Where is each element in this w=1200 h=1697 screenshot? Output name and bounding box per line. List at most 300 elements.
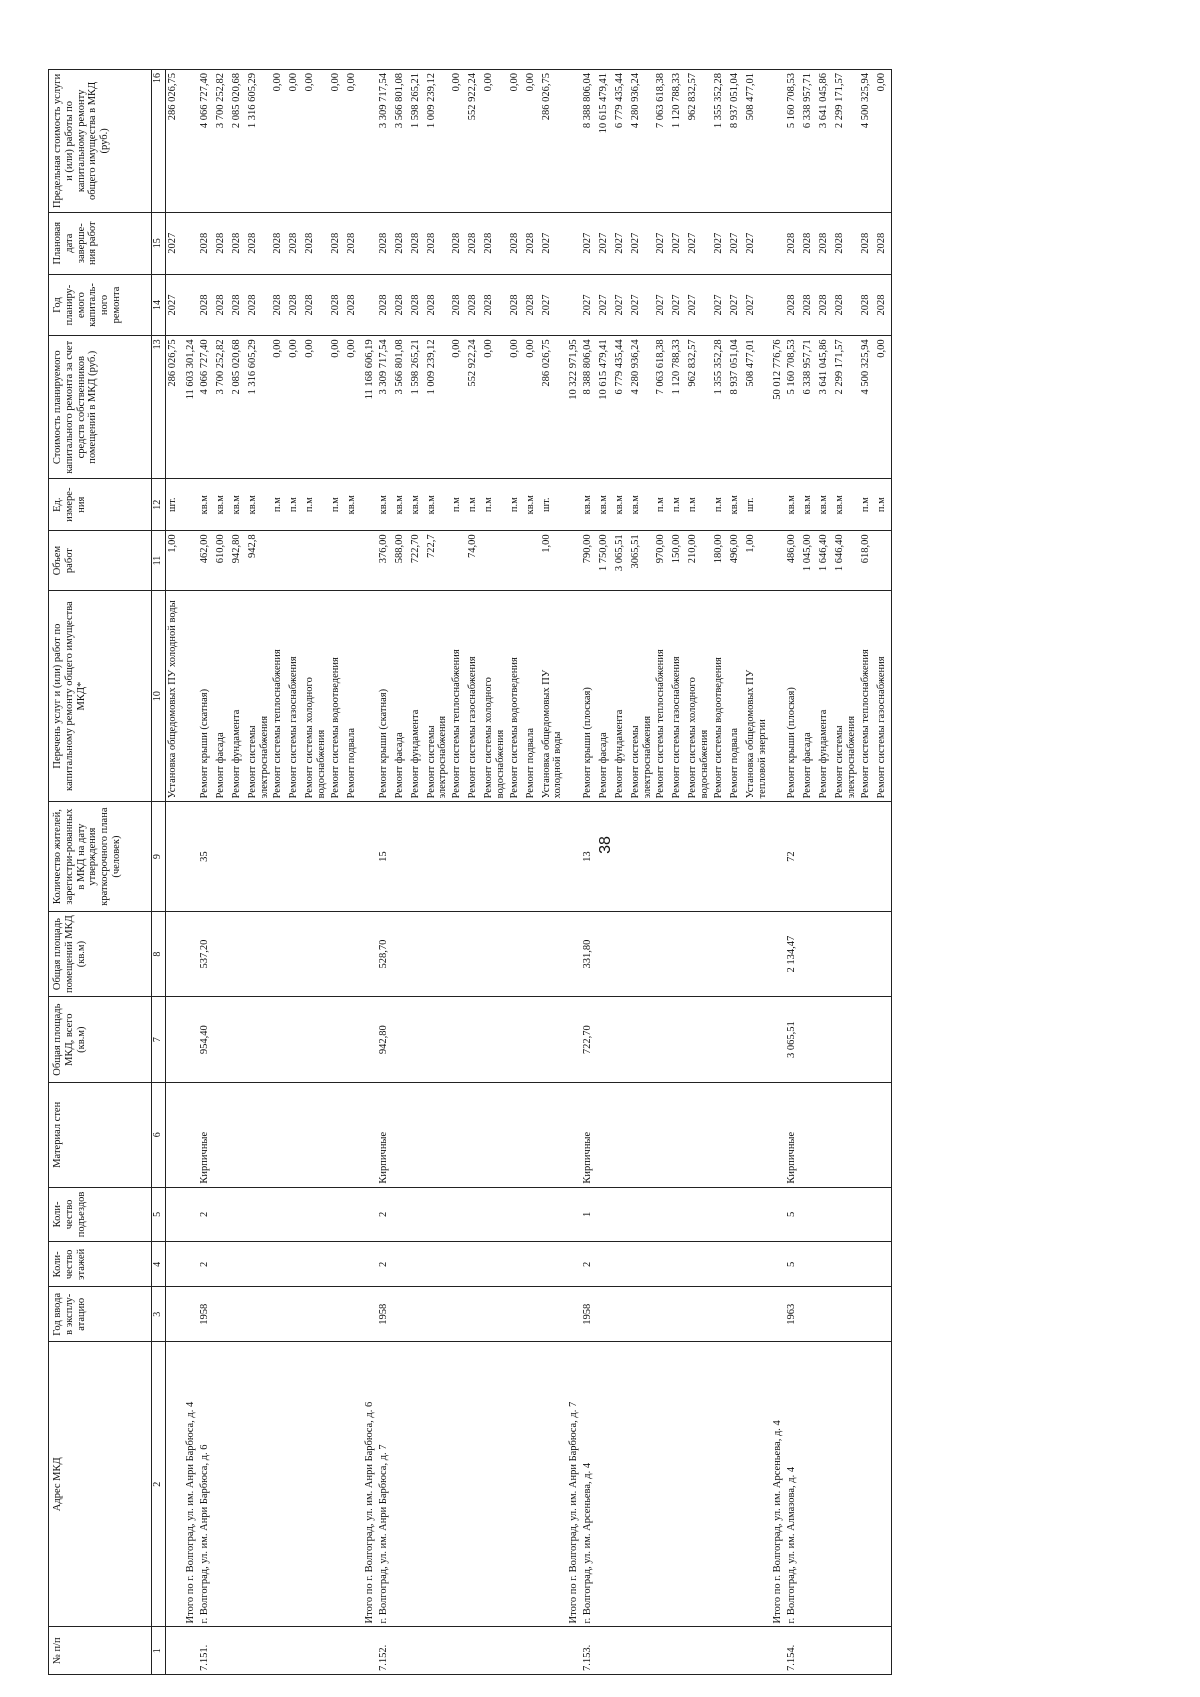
work-limit: 508 477,01 bbox=[744, 70, 770, 213]
work-unit: кв.м bbox=[524, 479, 540, 531]
work-year: 2028 bbox=[785, 274, 801, 336]
col-number: 1 bbox=[152, 1627, 166, 1675]
work-volume bbox=[508, 531, 524, 590]
work-end-date: 2027 bbox=[712, 212, 728, 274]
work-name: Ремонт системы электроснабжения bbox=[833, 590, 859, 802]
col-number: 2 bbox=[152, 1342, 166, 1627]
work-year: 2028 bbox=[859, 274, 875, 336]
table-row bbox=[214, 70, 230, 1675]
work-name: Ремонт системы теплоснабжения bbox=[859, 590, 875, 802]
work-cost: 0,00 bbox=[287, 336, 303, 479]
work-cost: 6 779 435,44 bbox=[613, 336, 629, 479]
work-unit: кв.м bbox=[581, 479, 597, 531]
work-cost: 2 085 020,68 bbox=[230, 336, 246, 479]
work-limit: 286 026,75 bbox=[540, 70, 566, 213]
work-limit: 0,00 bbox=[287, 70, 303, 213]
work-unit: кв.м bbox=[409, 479, 425, 531]
work-end-date: 2028 bbox=[482, 212, 508, 274]
work-limit: 5 160 708,53 bbox=[785, 70, 801, 213]
floors-count: 2 bbox=[198, 1242, 214, 1287]
work-year: 2028 bbox=[801, 274, 817, 336]
work-end-date: 2028 bbox=[271, 212, 287, 274]
work-unit: п.м bbox=[482, 479, 508, 531]
work-end-date: 2028 bbox=[833, 212, 859, 274]
work-year: 2027 bbox=[654, 274, 670, 336]
work-cost: 552 922,24 bbox=[466, 336, 482, 479]
work-unit: п.м bbox=[271, 479, 287, 531]
work-unit: п.м bbox=[287, 479, 303, 531]
work-end-date: 2028 bbox=[345, 212, 361, 274]
work-year: 2028 bbox=[482, 274, 508, 336]
total-row bbox=[769, 70, 785, 1675]
work-name: Ремонт системы теплоснабжения bbox=[271, 590, 287, 802]
work-unit: кв.м bbox=[833, 479, 859, 531]
work-unit: кв.м bbox=[246, 479, 272, 531]
work-volume: 618,00 bbox=[859, 531, 875, 590]
entrances-count: 2 bbox=[377, 1187, 393, 1242]
work-year: 2028 bbox=[246, 274, 272, 336]
work-name: Ремонт системы газоснабжения bbox=[670, 590, 686, 802]
work-year: 2027 bbox=[597, 274, 613, 336]
work-limit: 1 120 788,33 bbox=[670, 70, 686, 213]
work-volume: 1,00 bbox=[166, 531, 183, 590]
floors-count: 5 bbox=[785, 1242, 801, 1287]
work-end-date: 2027 bbox=[686, 212, 712, 274]
work-limit: 0,00 bbox=[524, 70, 540, 213]
work-limit: 2 299 171,57 bbox=[833, 70, 859, 213]
work-volume: 1,00 bbox=[540, 531, 566, 590]
work-unit: кв.м bbox=[393, 479, 409, 531]
total-label: Итого по г. Волгоград, ул. им. Анри Барбюса, д. 4 bbox=[182, 1342, 198, 1627]
col-number: 9 bbox=[152, 802, 166, 911]
work-limit: 7 063 618,38 bbox=[654, 70, 670, 213]
work-volume: 496,00 bbox=[728, 531, 744, 590]
work-cost: 7 063 618,38 bbox=[654, 336, 670, 479]
work-year: 2027 bbox=[670, 274, 686, 336]
work-end-date: 2028 bbox=[425, 212, 451, 274]
entrances-count: 5 bbox=[785, 1187, 801, 1242]
work-cost: 8 937 051,04 bbox=[728, 336, 744, 479]
work-cost: 3 641 045,86 bbox=[817, 336, 833, 479]
work-year: 2028 bbox=[508, 274, 524, 336]
work-cost: 3 566 801,08 bbox=[393, 336, 409, 479]
work-year: 2028 bbox=[425, 274, 451, 336]
table-row bbox=[581, 70, 597, 1675]
work-unit: кв.м bbox=[629, 479, 655, 531]
work-name: Ремонт системы газоснабжения bbox=[287, 590, 303, 802]
work-cost: 0,00 bbox=[329, 336, 345, 479]
work-name: Ремонт фундамента bbox=[409, 590, 425, 802]
work-unit: п.м bbox=[466, 479, 482, 531]
col-number: 4 bbox=[152, 1242, 166, 1287]
work-unit: кв.м bbox=[801, 479, 817, 531]
work-volume: 1 045,00 bbox=[801, 531, 817, 590]
rooms-area: 2 134,47 bbox=[785, 911, 801, 997]
work-cost: 0,00 bbox=[482, 336, 508, 479]
work-end-date: 2027 bbox=[613, 212, 629, 274]
table-row bbox=[613, 70, 629, 1675]
work-year: 2027 bbox=[744, 274, 770, 336]
table-row bbox=[670, 70, 686, 1675]
col-number: 14 bbox=[152, 274, 166, 336]
work-end-date: 2028 bbox=[198, 212, 214, 274]
table-row bbox=[466, 70, 482, 1675]
work-year: 2028 bbox=[833, 274, 859, 336]
work-year: 2028 bbox=[198, 274, 214, 336]
total-cost: 10 322 971,95 bbox=[565, 336, 581, 479]
work-cost: 4 500 325,94 bbox=[859, 336, 875, 479]
work-volume: 150,00 bbox=[670, 531, 686, 590]
table-row bbox=[271, 70, 287, 1675]
col-number: 3 bbox=[152, 1287, 166, 1342]
work-volume: 1 750,00 bbox=[597, 531, 613, 590]
work-cost: 2 299 171,57 bbox=[833, 336, 859, 479]
col-header: Год планиру-емого капиталь-ного ремонта bbox=[49, 274, 152, 336]
work-end-date: 2027 bbox=[744, 212, 770, 274]
work-end-date: 2027 bbox=[670, 212, 686, 274]
col-number: 8 bbox=[152, 911, 166, 997]
work-limit: 10 615 479,41 bbox=[597, 70, 613, 213]
work-unit: п.м bbox=[670, 479, 686, 531]
work-volume: 210,00 bbox=[686, 531, 712, 590]
col-header: № п/п bbox=[49, 1627, 152, 1675]
work-year: 2028 bbox=[409, 274, 425, 336]
col-header: Коли-чество подъездов bbox=[49, 1187, 152, 1242]
work-volume: 790,00 bbox=[581, 531, 597, 590]
work-year: 2028 bbox=[303, 274, 329, 336]
work-name: Ремонт системы теплоснабжения bbox=[450, 590, 466, 802]
col-header: Общая площадь помещений МКД (кв.м) bbox=[49, 911, 152, 997]
col-header: Материал стен bbox=[49, 1082, 152, 1187]
work-name: Ремонт фасада bbox=[597, 590, 613, 802]
work-end-date: 2028 bbox=[450, 212, 466, 274]
work-name: Ремонт крыши (плоская) bbox=[785, 590, 801, 802]
work-name: Ремонт фасада bbox=[393, 590, 409, 802]
work-volume: 942,80 bbox=[230, 531, 246, 590]
total-area: 722,70 bbox=[581, 997, 597, 1083]
work-end-date: 2027 bbox=[597, 212, 613, 274]
work-end-date: 2027 bbox=[728, 212, 744, 274]
table-row bbox=[744, 70, 770, 1675]
work-end-date: 2028 bbox=[817, 212, 833, 274]
col-number: 11 bbox=[152, 531, 166, 590]
work-volume: 1 646,40 bbox=[817, 531, 833, 590]
rooms-area: 537,20 bbox=[198, 911, 214, 997]
work-volume: 74,00 bbox=[466, 531, 482, 590]
work-limit: 4 500 325,94 bbox=[859, 70, 875, 213]
wall-material: Кирпичные bbox=[785, 1082, 801, 1187]
work-volume bbox=[450, 531, 466, 590]
work-volume: 3 065,51 bbox=[613, 531, 629, 590]
work-name: Установка общедомовых ПУ холодной воды bbox=[540, 590, 566, 802]
work-limit: 0,00 bbox=[303, 70, 329, 213]
work-cost: 0,00 bbox=[271, 336, 287, 479]
col-number: 6 bbox=[152, 1082, 166, 1187]
table-row bbox=[875, 70, 892, 1675]
work-limit: 0,00 bbox=[345, 70, 361, 213]
work-name: Ремонт подвала bbox=[728, 590, 744, 802]
table-row bbox=[728, 70, 744, 1675]
work-year: 2028 bbox=[875, 274, 892, 336]
work-limit: 286 026,75 bbox=[166, 70, 183, 213]
address: г. Волгоград, ул. им. Анри Барбюса, д. 7 bbox=[377, 1342, 393, 1627]
col-header: Общая площадь МКД, всего (кв.м) bbox=[49, 997, 152, 1083]
col-number: 16 bbox=[152, 70, 166, 213]
work-volume: 1,00 bbox=[744, 531, 770, 590]
work-unit: п.м bbox=[329, 479, 345, 531]
work-limit: 3 641 045,86 bbox=[817, 70, 833, 213]
work-year: 2028 bbox=[466, 274, 482, 336]
residents-count: 13 bbox=[581, 802, 597, 911]
work-year: 2028 bbox=[271, 274, 287, 336]
work-limit: 0,00 bbox=[482, 70, 508, 213]
work-unit: шт. bbox=[744, 479, 770, 531]
work-end-date: 2028 bbox=[393, 212, 409, 274]
rooms-area: 331,80 bbox=[581, 911, 597, 997]
year-built: 1963 bbox=[785, 1287, 801, 1342]
work-year: 2027 bbox=[166, 274, 183, 336]
work-end-date: 2028 bbox=[859, 212, 875, 274]
table-row bbox=[393, 70, 409, 1675]
work-limit: 8 937 051,04 bbox=[728, 70, 744, 213]
work-limit: 1 316 605,29 bbox=[246, 70, 272, 213]
work-name: Ремонт подвала bbox=[524, 590, 540, 802]
table-row bbox=[377, 70, 393, 1675]
table-row bbox=[801, 70, 817, 1675]
work-unit: п.м bbox=[859, 479, 875, 531]
col-header: Объем работ bbox=[49, 531, 152, 590]
work-name: Ремонт фасада bbox=[801, 590, 817, 802]
work-volume bbox=[271, 531, 287, 590]
work-cost: 286 026,75 bbox=[166, 336, 183, 479]
work-year: 2027 bbox=[581, 274, 597, 336]
total-row bbox=[361, 70, 377, 1675]
work-unit: шт. bbox=[540, 479, 566, 531]
work-end-date: 2027 bbox=[540, 212, 566, 274]
col-header: Предельная стоимость услуги и (или) работы по капитальному ремонту общего имущества в МКД (руб.) bbox=[49, 70, 152, 213]
total-area: 3 065,51 bbox=[785, 997, 801, 1083]
table-row bbox=[833, 70, 859, 1675]
work-cost: 286 026,75 bbox=[540, 336, 566, 479]
col-number: 13 bbox=[152, 336, 166, 479]
total-cost: 50 012 776,76 bbox=[769, 336, 785, 479]
work-year: 2028 bbox=[393, 274, 409, 336]
residents-count: 35 bbox=[198, 802, 214, 911]
col-header: Плановая дата заверше-ния работ bbox=[49, 212, 152, 274]
year-built: 1958 bbox=[377, 1287, 393, 1342]
work-year: 2028 bbox=[817, 274, 833, 336]
work-cost: 1 598 265,21 bbox=[409, 336, 425, 479]
table-row bbox=[230, 70, 246, 1675]
work-name: Ремонт системы водоотведения bbox=[508, 590, 524, 802]
work-limit: 0,00 bbox=[329, 70, 345, 213]
row-number: 7.151. bbox=[198, 1627, 214, 1675]
work-name: Ремонт системы холодного водоснабжения bbox=[303, 590, 329, 802]
work-unit: п.м bbox=[508, 479, 524, 531]
page-number: 38 bbox=[597, 836, 614, 854]
year-built: 1958 bbox=[581, 1287, 597, 1342]
work-volume bbox=[345, 531, 361, 590]
work-name: Ремонт системы газоснабжения bbox=[466, 590, 482, 802]
table-row bbox=[166, 70, 183, 1675]
table-row bbox=[450, 70, 466, 1675]
work-end-date: 2027 bbox=[629, 212, 655, 274]
work-end-date: 2028 bbox=[377, 212, 393, 274]
work-cost: 0,00 bbox=[450, 336, 466, 479]
work-unit: п.м bbox=[686, 479, 712, 531]
col-header: Стоимость планируемого капитального ремонта за счет средств собственников помещений в МКД (руб.) bbox=[49, 336, 152, 479]
work-end-date: 2028 bbox=[801, 212, 817, 274]
work-volume: 588,00 bbox=[393, 531, 409, 590]
work-year: 2028 bbox=[214, 274, 230, 336]
work-end-date: 2028 bbox=[508, 212, 524, 274]
work-volume bbox=[482, 531, 508, 590]
work-volume: 610,00 bbox=[214, 531, 230, 590]
work-cost: 0,00 bbox=[303, 336, 329, 479]
work-name: Ремонт крыши (плоская) bbox=[581, 590, 597, 802]
table-row bbox=[246, 70, 272, 1675]
work-cost: 1 316 605,29 bbox=[246, 336, 272, 479]
row-number: 7.154. bbox=[785, 1627, 801, 1675]
work-year: 2028 bbox=[329, 274, 345, 336]
work-limit: 0,00 bbox=[875, 70, 892, 213]
work-end-date: 2028 bbox=[409, 212, 425, 274]
work-volume: 180,00 bbox=[712, 531, 728, 590]
table-row bbox=[654, 70, 670, 1675]
work-name: Ремонт системы электроснабжения bbox=[425, 590, 451, 802]
col-number: 7 bbox=[152, 997, 166, 1083]
work-volume: 376,00 bbox=[377, 531, 393, 590]
work-cost: 5 160 708,53 bbox=[785, 336, 801, 479]
col-header: Год ввода в эксплу-атацию bbox=[49, 1287, 152, 1342]
work-unit: кв.м bbox=[597, 479, 613, 531]
col-number: 5 bbox=[152, 1187, 166, 1242]
work-cost: 4 066 727,40 bbox=[198, 336, 214, 479]
work-limit: 3 309 717,54 bbox=[377, 70, 393, 213]
work-limit: 0,00 bbox=[271, 70, 287, 213]
work-year: 2028 bbox=[524, 274, 540, 336]
wall-material: Кирпичные bbox=[377, 1082, 393, 1187]
work-volume: 1 646,40 bbox=[833, 531, 859, 590]
work-unit: п.м bbox=[712, 479, 728, 531]
work-name: Ремонт системы электроснабжения bbox=[246, 590, 272, 802]
work-end-date: 2028 bbox=[303, 212, 329, 274]
work-unit: кв.м bbox=[785, 479, 801, 531]
floors-count: 2 bbox=[581, 1242, 597, 1287]
work-volume: 970,00 bbox=[654, 531, 670, 590]
work-end-date: 2027 bbox=[166, 212, 183, 274]
work-unit: п.м bbox=[875, 479, 892, 531]
total-label: Итого по г. Волгоград, ул. им. Арсеньева, д. 4 bbox=[769, 1342, 785, 1627]
table-row bbox=[303, 70, 329, 1675]
rooms-area: 528,70 bbox=[377, 911, 393, 997]
address: г. Волгоград, ул. им. Арсеньева, д. 4 bbox=[581, 1342, 597, 1627]
work-unit: кв.м bbox=[728, 479, 744, 531]
residents-count: 72 bbox=[785, 802, 801, 911]
year-built: 1958 bbox=[198, 1287, 214, 1342]
work-cost: 6 338 957,71 bbox=[801, 336, 817, 479]
work-end-date: 2028 bbox=[875, 212, 892, 274]
table-row bbox=[345, 70, 361, 1675]
work-name: Ремонт крыши (скатная) bbox=[377, 590, 393, 802]
address: г. Волгоград, ул. им. Анри Барбюса, д. 6 bbox=[198, 1342, 214, 1627]
work-limit: 1 009 239,12 bbox=[425, 70, 451, 213]
work-year: 2028 bbox=[345, 274, 361, 336]
column-number-row bbox=[152, 70, 166, 1675]
work-year: 2028 bbox=[377, 274, 393, 336]
total-row bbox=[182, 70, 198, 1675]
work-unit: кв.м bbox=[425, 479, 451, 531]
work-end-date: 2027 bbox=[581, 212, 597, 274]
work-volume bbox=[524, 531, 540, 590]
work-limit: 3 700 252,82 bbox=[214, 70, 230, 213]
floors-count: 2 bbox=[377, 1242, 393, 1287]
work-end-date: 2028 bbox=[466, 212, 482, 274]
work-name: Ремонт фундамента bbox=[230, 590, 246, 802]
residents-count: 15 bbox=[377, 802, 393, 911]
work-unit: кв.м bbox=[377, 479, 393, 531]
total-cost: 11 603 301,24 bbox=[182, 336, 198, 479]
work-name: Ремонт системы газоснабжения bbox=[875, 590, 892, 802]
total-cost: 11 168 606,19 bbox=[361, 336, 377, 479]
work-cost: 0,00 bbox=[508, 336, 524, 479]
work-name: Ремонт подвала bbox=[345, 590, 361, 802]
table-row bbox=[409, 70, 425, 1675]
table-row bbox=[482, 70, 508, 1675]
table-row bbox=[785, 70, 801, 1675]
work-name: Ремонт системы холодного водоснабжения bbox=[482, 590, 508, 802]
work-limit: 0,00 bbox=[450, 70, 466, 213]
work-limit: 6 779 435,44 bbox=[613, 70, 629, 213]
work-year: 2027 bbox=[712, 274, 728, 336]
entrances-count: 2 bbox=[198, 1187, 214, 1242]
work-year: 2027 bbox=[613, 274, 629, 336]
work-limit: 4 280 936,24 bbox=[629, 70, 655, 213]
wall-material: Кирпичные bbox=[581, 1082, 597, 1187]
table-row bbox=[508, 70, 524, 1675]
work-cost: 0,00 bbox=[345, 336, 361, 479]
table-row bbox=[686, 70, 712, 1675]
col-number: 12 bbox=[152, 479, 166, 531]
work-cost: 1 355 352,28 bbox=[712, 336, 728, 479]
work-end-date: 2028 bbox=[246, 212, 272, 274]
col-header: Количество жителей, зарегистри-рованных в МКД на дату утверждения краткосрочного плана (человек) bbox=[49, 802, 152, 911]
work-limit: 962 832,57 bbox=[686, 70, 712, 213]
work-name: Ремонт системы водоотведения bbox=[329, 590, 345, 802]
work-end-date: 2028 bbox=[287, 212, 303, 274]
wall-material: Кирпичные bbox=[198, 1082, 214, 1187]
work-limit: 8 388 806,04 bbox=[581, 70, 597, 213]
work-limit: 552 922,24 bbox=[466, 70, 482, 213]
work-unit: кв.м bbox=[345, 479, 361, 531]
total-label: Итого по г. Волгоград, ул. им. Анри Барбюса, д. 6 bbox=[361, 1342, 377, 1627]
work-name: Ремонт крыши (скатная) bbox=[198, 590, 214, 802]
row-number: 7.152. bbox=[377, 1627, 393, 1675]
total-label: Итого по г. Волгоград, ул. им. Анри Барбюса, д. 7 bbox=[565, 1342, 581, 1627]
work-cost: 1 120 788,33 bbox=[670, 336, 686, 479]
table-row bbox=[629, 70, 655, 1675]
rotated-page bbox=[0, 47, 1120, 1697]
header-row bbox=[49, 70, 152, 1675]
table-row bbox=[198, 70, 214, 1675]
table-row bbox=[329, 70, 345, 1675]
work-unit: п.м bbox=[303, 479, 329, 531]
work-cost: 0,00 bbox=[875, 336, 892, 479]
col-number: 15 bbox=[152, 212, 166, 274]
work-year: 2027 bbox=[686, 274, 712, 336]
work-end-date: 2028 bbox=[230, 212, 246, 274]
work-limit: 0,00 bbox=[508, 70, 524, 213]
